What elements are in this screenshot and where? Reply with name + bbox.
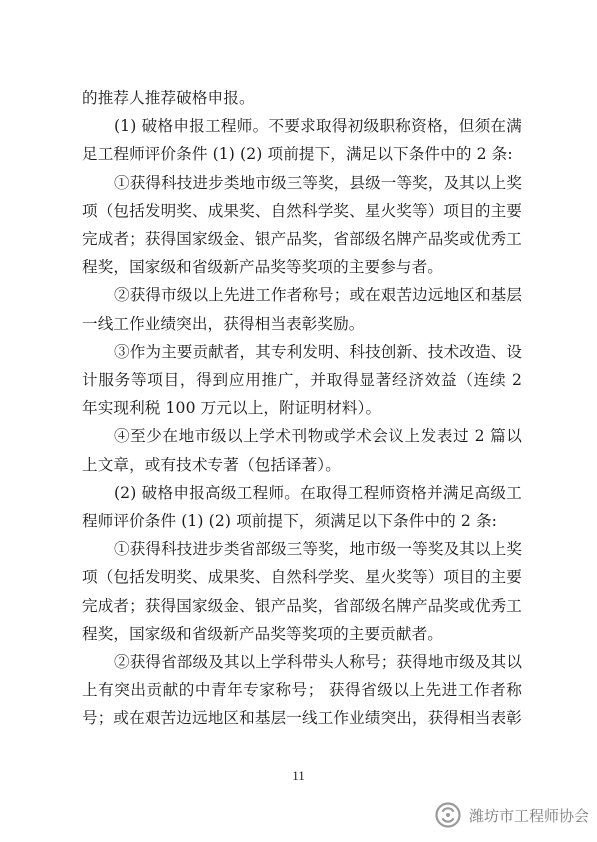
- text-line: 程奖，国家级和省级新产品奖等奖项的主要贡献者。: [82, 624, 443, 643]
- text-line: (2) 破格申报高级工程师。在取得工程师资格并满足高级工: [114, 483, 522, 502]
- text-line: 的推荐人推荐破格申报。: [82, 89, 255, 107]
- text-line: 计服务等项目，得到应用推广，并取得显著经济效益（连续 2: [82, 371, 522, 389]
- text-line: (1) 破格申报工程师。不要求取得初级职称资格，但须在满: [114, 117, 522, 136]
- text-line: ①获得科技进步类地市级三等奖，县级一等奖，及其以上奖: [114, 173, 523, 192]
- text-line: 程师评价条件 (1) (2) 项前提下，须满足以下条件中的 2 条:: [82, 512, 498, 530]
- text-line: 上有突出贡献的中青年专家称号； 获得省级以上先进工作者称: [82, 681, 522, 700]
- text-line: ④至少在地市级以上学术刊物或学术会议上发表过 2 篇以: [114, 427, 522, 446]
- text-line: 项（包括发明奖、成果奖、自然科学奖、星火奖等）项目的主要: [82, 568, 522, 587]
- text-line: 上文章，或有技术专著（包括译著）。: [82, 455, 341, 474]
- page-number: 11: [292, 768, 305, 783]
- text-line: ②获得市级以上先进工作者称号；或在艰苦边远地区和基层: [114, 286, 523, 305]
- text-line: 号；或在艰苦边远地区和基层一线工作业绩突出，获得相当表彰: [82, 709, 522, 728]
- text-line: ①获得科技进步类省部级三等奖，地市级一等奖及其以上奖: [114, 540, 523, 559]
- text-line: 完成者；获得国家级金、银产品奖，省部级名牌产品奖或优秀工: [82, 230, 522, 248]
- watermark-text: 潍坊市工程师协会: [468, 806, 589, 825]
- text-line: 一线工作业绩突出，获得相当表彰奖励。: [82, 314, 365, 333]
- wechat-official-account-icon: [433, 800, 463, 830]
- text-line: 程奖，国家级和省级新产品奖等奖项的主要参与者。: [82, 258, 443, 277]
- text-line: 足工程师评价条件 (1) (2) 项前提下，满足以下条件中的 2 条:: [82, 145, 513, 164]
- text-line: ③作为主要贡献者，其专利发明、科技创新、技术改造、设: [114, 342, 523, 361]
- text-line: 项（包括发明奖、成果奖、自然科学奖、星火奖等）项目的主要: [82, 201, 522, 220]
- text-line: 年实现利税 100 万元以上，附证明材料）。: [82, 399, 382, 418]
- text-line: ②获得省部级及其以上学科带头人称号；获得地市级及其以: [114, 653, 523, 671]
- watermark: [433, 800, 589, 830]
- text-line: 完成者；获得国家级金、银产品奖，省部级名牌产品奖或优秀工: [82, 596, 522, 615]
